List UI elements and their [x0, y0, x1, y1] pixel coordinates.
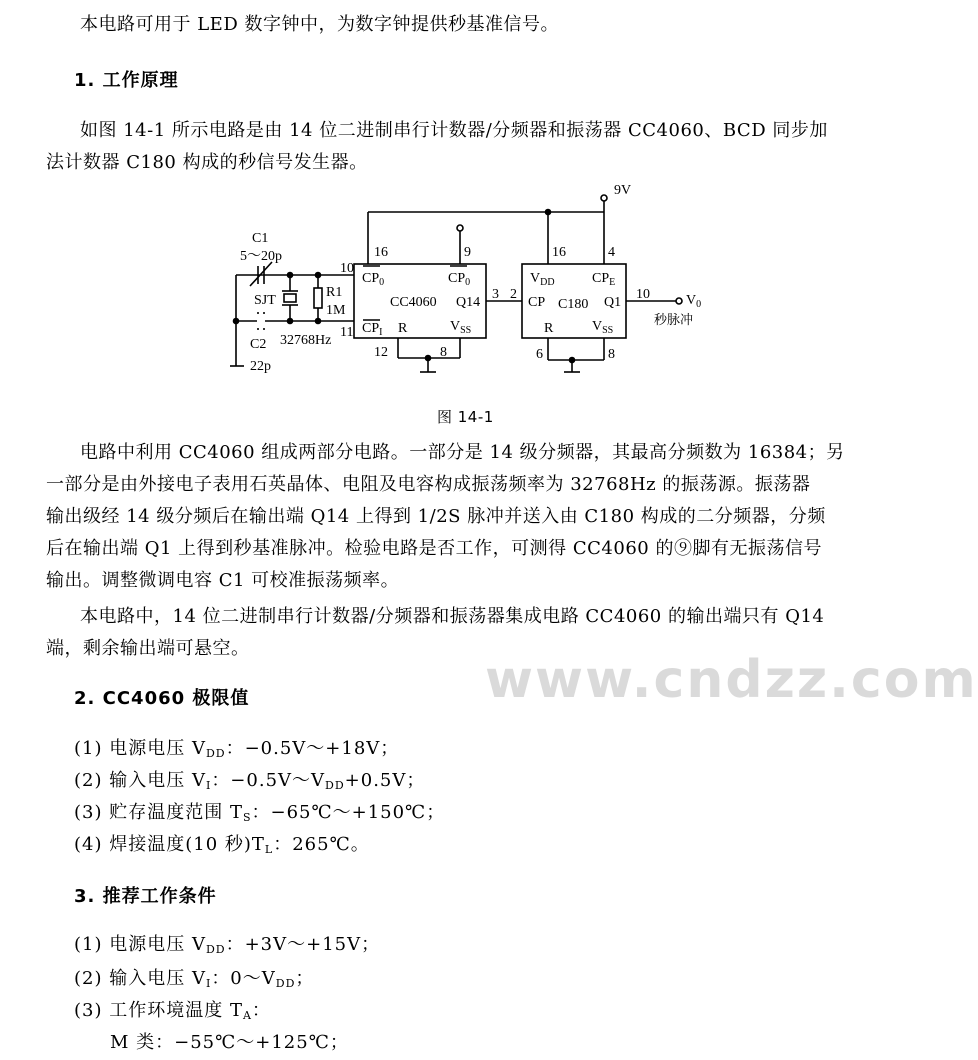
ic2-cpe-label: $CP_E$ [592, 271, 616, 288]
section3-heading: 3. 推荐工作条件 [74, 886, 217, 907]
ic1-pin9: 9 [464, 245, 471, 260]
para2-line3: 输出级经 14 级分频后在输出端 Q14 上得到 1/2S 脉冲并送入由 C180 构成的二分频器，分频 [46, 506, 826, 527]
r1-value: 1M [326, 303, 346, 318]
para2-line5: 输出。调整微调电容 C1 可校准振荡频率。 [46, 570, 400, 591]
condition-item-2: (2) 输入电压 $V_I$：$0\sim V_{DD}$； [74, 968, 315, 990]
ic2-pin4: 4 [608, 245, 615, 260]
para1-line1: 如图 14-1 所示电路是由 14 位二进制串行计数器/分频器和振荡器 CC4060、BCD 同步加 [80, 120, 828, 141]
r1-label: R1 [326, 285, 343, 300]
ic1-cpi-label: $CP_I$ [362, 321, 383, 338]
ic1-pin10: 10 [340, 261, 354, 276]
ic1-r-label: R [398, 321, 408, 336]
figure-caption: 图 14-1 [437, 408, 494, 426]
c2-value: 22p [250, 359, 271, 374]
ic1-vss-label: $V_{SS}$ [450, 319, 472, 336]
ic1-pin16: 16 [374, 245, 388, 260]
output-label: $V_0$ [686, 293, 702, 310]
output-note: 秒脉冲 [654, 312, 694, 327]
limit-item-2: (2) 输入电压 $V_I$：$-0.5V\sim V_{DD}+0.5V$； [74, 770, 426, 792]
ic1-q14-label: Q14 [456, 295, 481, 310]
ic1-name: CC4060 [390, 295, 437, 310]
limit-item-3: (3) 贮存温度范围 $T_S$：−65℃～+150℃； [74, 802, 446, 824]
limit-item-1: (1) 电源电压 $V_{DD}$：−0.5V～+18V； [74, 738, 400, 760]
ic1-pin3: 3 [492, 287, 499, 302]
ic2-cp-label: CP [528, 295, 546, 310]
ic2-vss-label: $V_{SS}$ [592, 319, 614, 336]
circuit-diagram [0, 180, 928, 420]
limit-item-4: (4) 焊接温度(10 秒)$T_L$：265℃。 [74, 834, 370, 856]
crystal-freq: 32768Hz [280, 333, 332, 348]
watermark: www.cndzz.com [485, 650, 978, 710]
ic1-cp0r-label: $CP_0$ [448, 271, 471, 288]
ic2-name: C180 [558, 297, 589, 312]
para2-line1: 电路中利用 CC4060 组成两部分电路。一部分是 14 级分频器，其最高分频数为 16384；另 [80, 442, 845, 463]
intro-paragraph: 本电路可用于 LED 数字钟中，为数字钟提供秒基准信号。 [80, 14, 559, 35]
condition-item-3: (3) 工作环境温度 $T_A$： [74, 1000, 271, 1022]
ic1-cp0-label: $CP_0$ [362, 271, 385, 288]
crystal-label: SJT [254, 293, 276, 308]
ic2-pin8: 8 [608, 347, 615, 362]
ic2-pin10: 10 [636, 287, 650, 302]
c1-value: 5～20p [240, 249, 282, 264]
ic2-vdd-label: $V_{DD}$ [530, 271, 555, 288]
ic1-pin8: 8 [440, 345, 447, 360]
para1-line2: 法计数器 C180 构成的秒信号发生器。 [46, 152, 368, 173]
section1-heading: 1. 工作原理 [74, 70, 179, 91]
condition-item-1: (1) 电源电压 $V_{DD}$：+3V～+15V； [74, 934, 381, 956]
para3-line1: 本电路中，14 位二进制串行计数器/分频器和振荡器集成电路 CC4060 的输出端只有 Q14 [80, 606, 825, 627]
c1-label: C1 [252, 231, 269, 246]
ic1-pin12: 12 [374, 345, 388, 360]
section2-heading: 2. CC4060 极限值 [74, 688, 250, 709]
ic2-q1-label: Q1 [604, 295, 622, 310]
ic2-r-label: R [544, 321, 554, 336]
ic2-pin6: 6 [536, 347, 543, 362]
ic2-pin16: 16 [552, 245, 566, 260]
ic1-pin11: 11 [340, 325, 354, 340]
supply-label: 9V [614, 183, 632, 198]
condition-m-class: M 类：−55℃～+125℃； [110, 1032, 349, 1053]
c2-label: C2 [250, 337, 267, 352]
para2-line2: 一部分是由外接电子表用石英晶体、电阻及电容构成振荡频率为 32768Hz 的振荡源。振荡器 [46, 474, 811, 495]
para3-line2: 端，剩余输出端可悬空。 [46, 638, 250, 659]
ic2-pin2: 2 [510, 287, 517, 302]
para2-line4: 后在输出端 Q1 上得到秒基准脉冲。检验电路是否工作，可测得 CC4060 的⑨脚有无振荡信号 [46, 538, 822, 559]
